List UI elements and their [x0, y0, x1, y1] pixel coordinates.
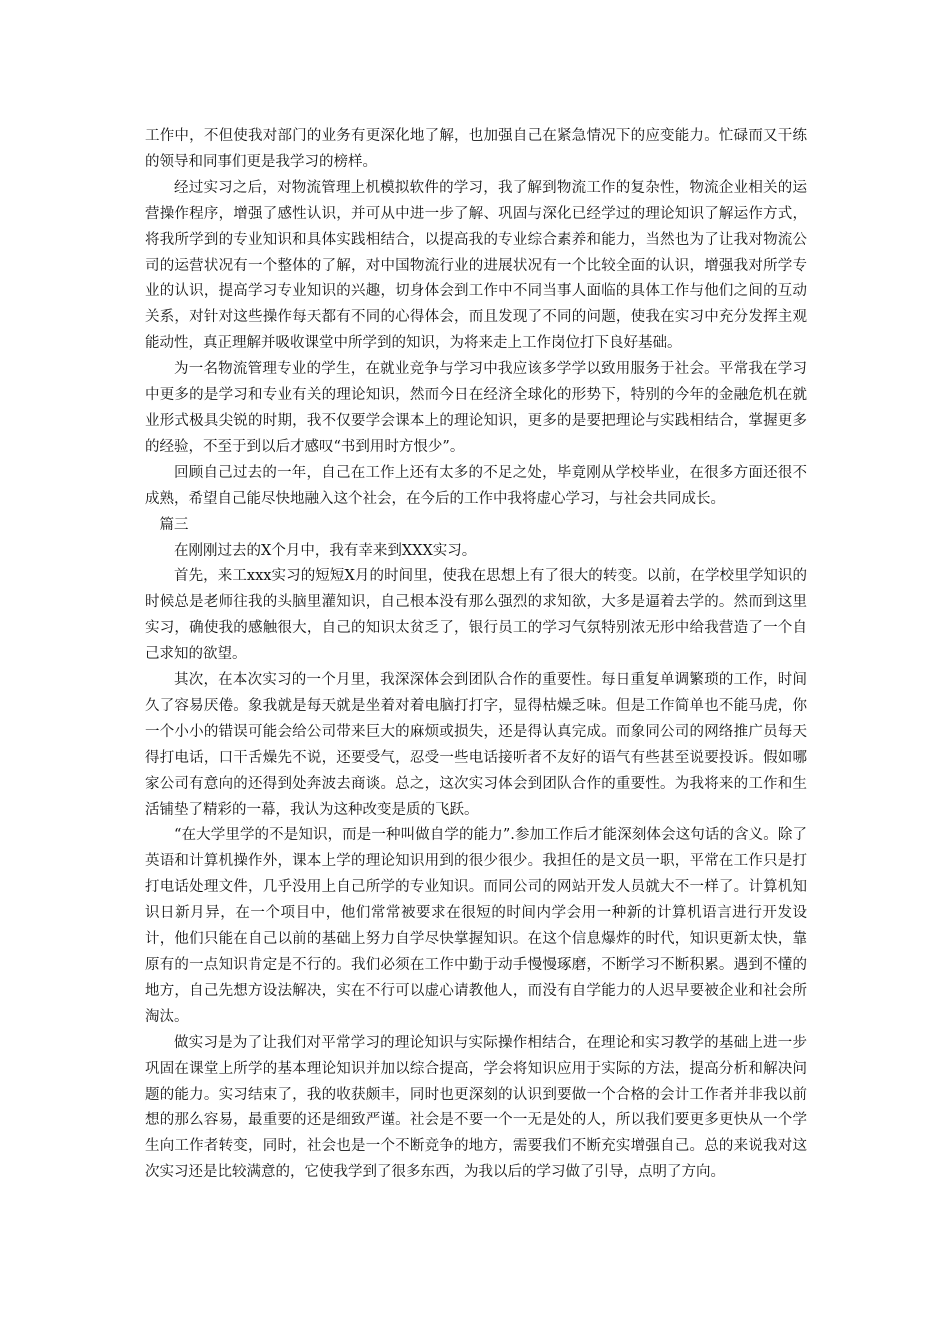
paragraph-8: “在大学里学的不是知识，而是一种叫做自学的能力”.参加工作后才能深刻体会这句话的含义。除了英语和计算机操作外，课本上学的理论知识用到的很少很少。我担任的是文员一职，平常在工作只是打打电话处理文件，几乎没用上自己所学的专业知识。而同公司的网站开发人员就大不一样了。计算机知识日新月异，在一个项目中，他们常常被要求在很短的时间内学会用一种新的计算机语言进行开发设计，他们只能在自己以前的基础上努力自学尽快掌握知识。在这个信息爆炸的时代，知识更新太快，靠原有的一点知识肯定是不行的。我们必须在工作中勤于动手慢慢琢磨，不断学习不断积累。遇到不懂的地方，自己先想方设法解决，实在不行可以虚心请教他人，而没有自学能力的人迟早要被企业和社会所淘汰。 — [145, 827, 807, 1025]
paragraph-7: 其次，在本次实习的一个月里，我深深体会到团队合作的重要性。每日重复单调繁琐的工作，时间久了容易厌倦。象我就是每天就是坐着对着电脑打打字，显得枯燥乏味。但是工作简单也不能马虎，你一个小小的错误可能会给公司带来巨大的麻烦或损失，还是得认真完成。而象同公司的网络推广员每天得打电话，口干舌燥先不说，还要受气，忍受一些电话接听者不友好的语气有些甚至说要投诉。假如哪家公司有意向的还得到处奔波去商谈。总之，这次实习体会到团队合作的重要性。为我将来的工作和生活铺垫了精彩的一幕，我认为这种改变是质的飞跃。 — [145, 672, 807, 818]
section-heading: 篇三 — [159, 516, 189, 533]
paragraph-2: 经过实习之后，对物流管理上机模拟软件的学习，我了解到物流工作的复杂性，物流企业相关的运营操作程序，增强了感性认识，并可从中进一步了解、巩固与深化已经学过的理论知识了解运作方式，将我所学到的专业知识和具体实践相结合，以提高我的专业综合素养和能力，当然也为了让我对物流公司的运营状况有一个整体的了解，对中国物流行业的进展状况有一个比较全面的认识，增强我对所学专业的认识，提高学习专业知识的兴趣，切身体会到工作中不同当事人面临的具体工作与他们之间的互动关系，对针对这些操作每天都有不同的心得体会，而且发现了不同的问题，使我在实习中充分发挥主观能动性，真正理解并吸收课堂中所学到的知识，为将来走上工作岗位打下良好基础。 — [145, 179, 807, 352]
paragraph-9: 做实习是为了让我们对平常学习的理论知识与实际操作相结合，在理论和实习教学的基础上进一步巩固在课堂上所学的基本理论知识并加以综合提高，学会将知识应用于实际的方法，提高分析和解决问题的能力。实习结束了，我的收获颇丰，同时也更深刻的认识到要做一个合格的会计工作者并非我以前想的那么容易，最重要的还是细致严谨。社会是不要一个一无是处的人，所以我们要更多更快从一个学生向工作者转变，同时，社会也是一个不断竞争的地方，需要我们不断充实增强自己。总的来说我对这次实习还是比较满意的，它使我学到了很多东西，为我以后的学习做了引导，点明了方向。 — [145, 1034, 807, 1181]
document-body — [145, 124, 807, 1186]
paragraph-5: 在刚刚过去的X个月中，我有幸来到XXX实习。 — [174, 542, 477, 559]
paragraph-1: 工作中，不但使我对部门的业务有更深化地了解，也加强自己在紧急情况下的应变能力。忙碌而又干练的领导和同事们更是我学习的榜样。 — [145, 128, 807, 170]
paragraph-3: 为一名物流管理专业的学生，在就业竞争与学习中我应该多学学以致用服务于社会。平常我在学习中更多的是学习和专业有关的理论知识，然而今日在经济全球化的形势下，特别的今年的金融危机在就业形式极具尖锐的时期，我不仅要学会课本上的理论知识，更多的是要把理论与实践相结合，掌握更多的经验，不至于到以后才感叹“书到用时方恨少”。 — [145, 361, 807, 455]
paragraph-4: 回顾自己过去的一年，自己在工作上还有太多的不足之处，毕竟刚从学校毕业，在很多方面还很不成熟，希望自己能尽快地融入这个社会，在今后的工作中我将虚心学习，与社会共同成长。 — [145, 464, 807, 507]
paragraph-6: 首先，来工xxx实习的短短X月的时间里，使我在思想上有了很大的转变。以前，在学校里学知识的时候总是老师往我的头脑里灌知识，自己根本没有那么强烈的求知欲，大多是逼着去学的。然而到这里实习，确使我的感触很大，自己的知识太贫乏了，银行员工的学习气氛特别浓无形中给我营造了一个自己求知的欲望。 — [145, 568, 807, 663]
